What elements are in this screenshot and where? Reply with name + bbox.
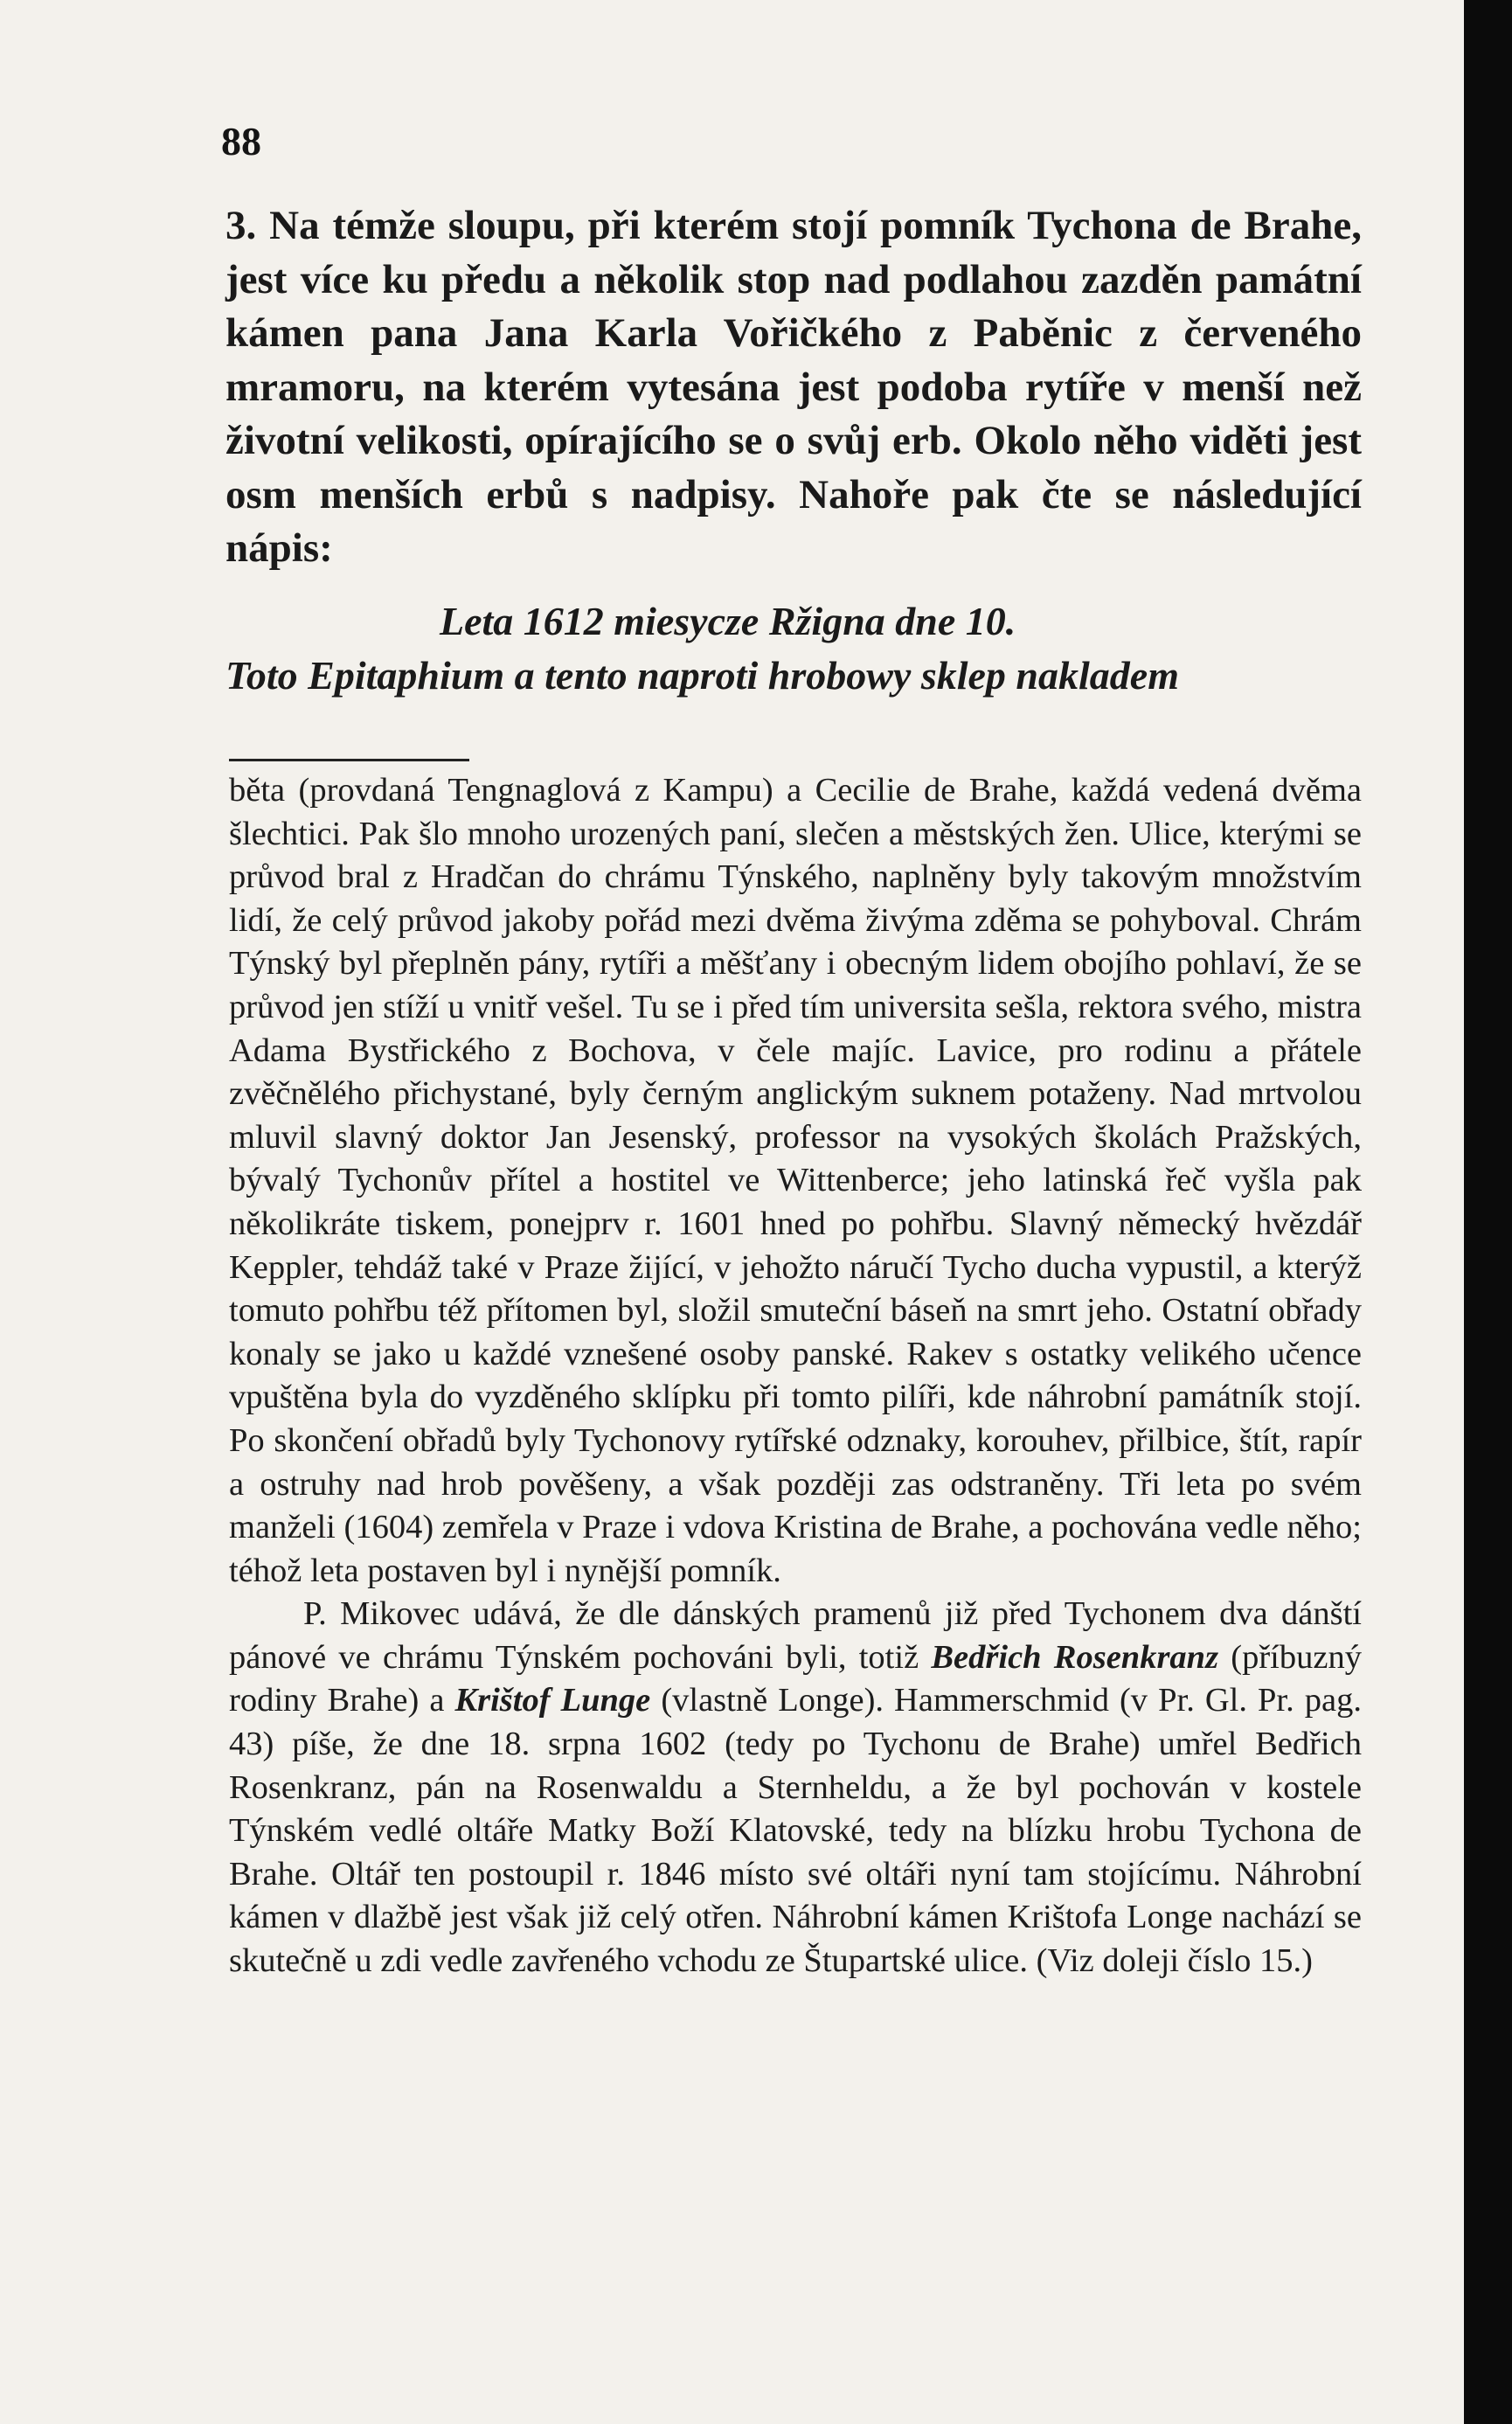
footnote-text (229, 769, 1362, 1983)
inscription (225, 594, 1362, 703)
scan-edge-border (1464, 0, 1512, 2424)
main-paragraph: 3. Na témže sloupu, při kterém stojí pomník Tychona de Brahe, jest více ku předu a několik stop nad podlahou zazděn památní kámen pana Jana Karla Vořičkého z Paběnic z červeného mramoru, na kterém vytesána jest podoba rytíře v menší než životní velikosti, opírajícího se o svůj erb. Okolo něho viděti jest osm menších erbů s nadpisy. Nahoře pak čte se následující nápis: (225, 203, 1362, 571)
footnote-divider (229, 759, 469, 761)
page-number: 88 (221, 119, 261, 163)
footnote-paragraph-2-mid: (příbuzný rodiny Brahe) a (229, 1638, 1362, 1719)
footnote-paragraph-2 (229, 1593, 1362, 1983)
inscription-line-1: Leta 1612 miesycze Ržigna dne 10. (440, 599, 1016, 643)
footnote-paragraph-1: běta (provdaná Tengnaglová z Kampu) a Cecilie de Brahe, každá vedená dvěma šlechtici. Pak šlo mnoho urozených paní, slečen a městských žen. Ulice, kterými se průvod bral z Hradčan do chrámu Týnského, naplněny byly takovým množstvím lidí, že celý průvod jakoby pořád mezi dvěma živýma zděma se pohyboval. Chrám Týnský byl přeplněn pány, rytíři a měšťany i obecným lidem obojího pohlaví, že se průvod jen stíží u vnitř vešel. Tu se i před tím universita sešla, rektora svého, mistra Adama Bystřického z Bochova, v čele majíc. Lavice, pro rodinu a přátele zvěčnělého přichystané, byly černým anglickým suknem potaženy. Nad mrtvolou mluvil slavný doktor Jan Jesenský, professor na vysokých školách Pražských, bývalý Tychonův přítel a hostitel ve Wittenberce; jeho latinská řeč vyšla pak několikráte tiskem, ponejprv r. 1601 hned po pohřbu. Slavný německý hvězdář Keppler, tehdáž také v Praze žijící, v jehožto náručí Tycho ducha vypustil, a kterýž tomuto pohřbu též přítomen byl, složil smuteční báseň na smrt jeho. Ostatní obřady konaly se jako u každé vznešené osoby panské. Rakev s ostatky velikého učence vpuštěna byla do vyzděného sklípku při tomto pilíři, kde náhrobní památník stojí. Po skončení obřadů byly Tychonovy rytířské odznaky, korouhev, přilbice, štít, rapír a ostruhy nad hrob pověšeny, a však později zas odstraněny. Tři leta po svém manželi (1604) zemřela v Praze i vdova Kristina de Brahe, a pochována vedle něho; téhož leta postaven byl i nynější pomník. (229, 772, 1362, 1589)
name-rosenkranz: Bedřich Rosenkranz (931, 1638, 1219, 1676)
footnote-paragraph-2-end: (vlastně Longe). Hammerschmid (v Pr. Gl. Pr. pag. 43) píše, že dne 18. srpna 1602 (tedy po Tychonu de Brahe) umřel Bedřich Rosenkranz, pán na Rosenwaldu a Sternheldu, a že byl pochován v kostele Týnském vedlé oltáře Matky Boží Klatovské, tedy na blízku hrobu Tychona de Brahe. Oltář ten postoupil r. 1846 místo své oltáři nyní tam stojícímu. Náhrobní kámen v dlažbě jest však již celý otřen. Náhrobní kámen Krištofa Longe nachází se skutečně u zdi vedle zavřeného vchodu ze Štupartské ulice. (Viz doleji číslo 15.) (229, 1682, 1362, 1980)
name-lunge: Krištof Lunge (454, 1682, 651, 1719)
footnote-paragraph-2-start: P. Mikovec udává, že dle dánských pramenů již před Tychonem dva dánští pánové ve chrámu Týnském pochováni byli, totiž (229, 1595, 1362, 1676)
inscription-line-2: Toto Epitaphium a tento naproti hrobowy sklep nakladem (225, 653, 1179, 698)
